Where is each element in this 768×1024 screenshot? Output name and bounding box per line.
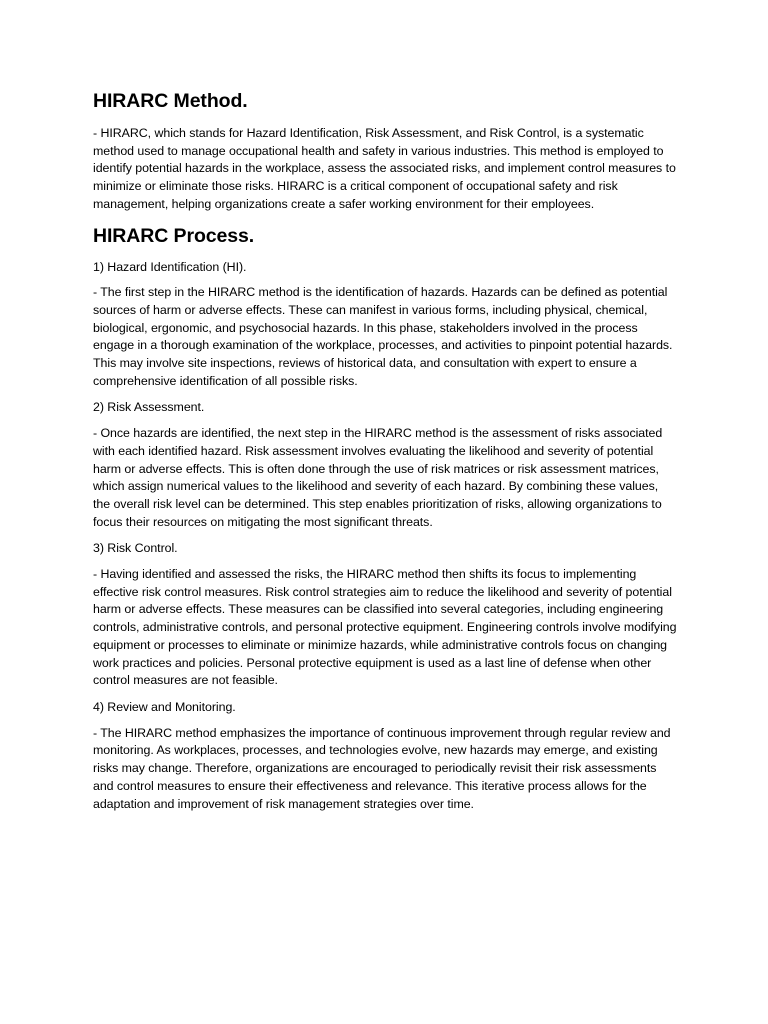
- step-3-heading: 3) Risk Control.: [93, 541, 178, 556]
- step-4-body: - The HIRARC method emphasizes the importance of continuous improvement through regular review and monitoring. As workplaces, processes, and technologies evolve, new hazards may emerge, and existing risks may change. Therefore, organizations are encouraged to periodically revisit their risk assessments and control measures to ensure their effectiveness and relevance. This iterative process allows for the adaptation and improvement of risk management strategies over time.: [93, 725, 671, 811]
- step-1-body: - The first step in the HIRARC method is the identification of hazards. Hazards can be defined as potential sources of harm or adverse effects. These can manifest in various forms, including physical, chemical, biological, ergonomic, and psychosocial hazards. In this phase, stakeholders involved in the process engage in a thorough examination of the workplace, processes, and activities to pinpoint potential hazards. This may involve site inspections, reviews of historical data, and consultation with expert to ensure a comprehensive identification of all possible risks.: [93, 285, 673, 388]
- step-3-body: - Having identified and assessed the risks, the HIRARC method then shifts its focus to implementing effective risk control measures. Risk control strategies aim to reduce the likelihood and severity of potential harm or adverse effects. These measures can be classified into several categories, including engineering controls, administrative controls, and personal protective equipment. Engineering controls involve modifying equipment or processes to eliminate or minimize hazards, while administrative controls focus on changing work practices and policies. Personal protective equipment is used as a last line of defense when other control measures are not feasible.: [93, 567, 677, 688]
- document-page: [93, 88, 677, 822]
- heading-process: HIRARC Process.: [93, 224, 255, 247]
- step-4-heading: 4) Review and Monitoring.: [93, 699, 236, 714]
- step-2-heading: 2) Risk Assessment.: [93, 400, 205, 415]
- intro-paragraph: - HIRARC, which stands for Hazard Identification, Risk Assessment, and Risk Control, is a systematic method used to manage occupational health and safety in various industries. This method is employed to identify potential hazards in the workplace, assess the associated risks, and implement control measures to minimize or eliminate those risks. HIRARC is a critical component of occupational safety and risk management, helping organizations create a safer working environment for their employees.: [93, 126, 676, 211]
- heading-method: HIRARC Method.: [93, 90, 248, 112]
- step-1-heading: 1) Hazard Identification (HI).: [93, 259, 247, 274]
- step-2-body: - Once hazards are identified, the next step in the HIRARC method is the assessment of risks associated with each identified hazard. Risk assessment involves evaluating the likelihood and severity of potential harm or adverse effects. This is often done through the use of risk matrices or risk assessment matrices, which assign numerical values to the likelihood and severity of each hazard. By combining these values, the overall risk level can be determined. This step enables prioritization of risks, allowing organizations to focus their resources on mitigating the most significant threats.: [93, 426, 663, 529]
